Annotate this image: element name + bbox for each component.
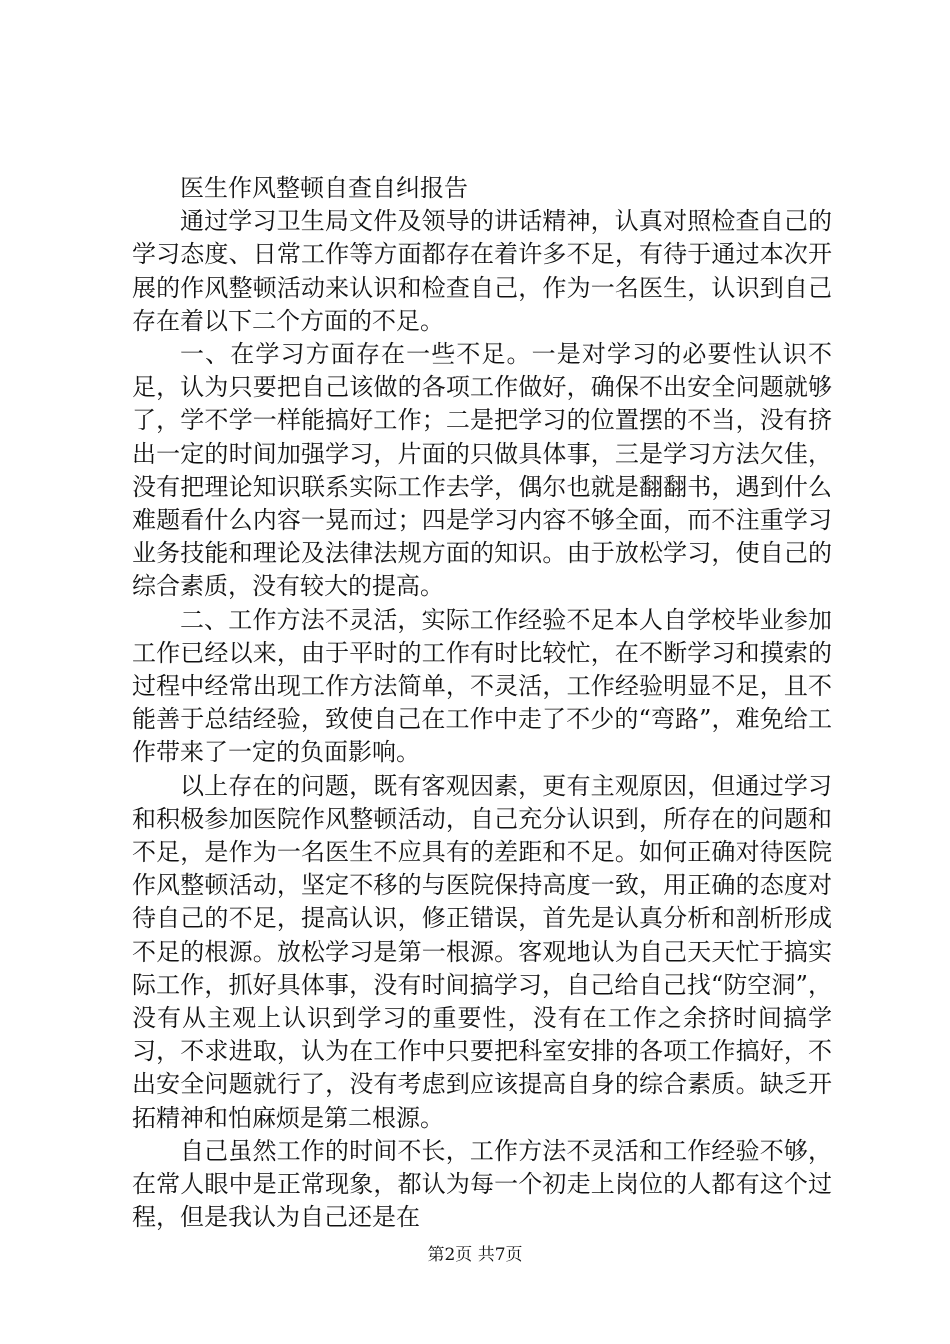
- paragraph-study-shortcomings: 一、在学习方面存在一些不足。一是对学习的必要性认识不足，认为只要把自己该做的各项工作做好，确保不出安全问题就够了，学不学一样能搞好工作；二是把学习的位置摆的不当，没有挤出一定的时间加强学习，片面的只做具体事，三是学习方法欠佳，没有把理论知识联系实际工作去学，偶尔也就是翻翻书，遇到什么难题看什么内容一晃而过；四是学习内容不够全面，而不注重学习业务技能和理论及法律法规方面的知识。由于放松学习，使自己的综合素质，没有较大的提高。: [132, 340, 832, 601]
- paragraph-root-causes: 以上存在的问题，既有客观因素，更有主观原因，但通过学习和积极参加医院作风整顿活动，自己充分认识到，所存在的问题和不足，是作为一名医生不应具有的差距和不足。如何正确对待医院作风整顿活动，坚定不移的与医院保持高度一致，用正确的态度对待自己的不足，提高认识，修正错误，首先是认真分析和剖析形成不足的根源。放松学习是第一根源。客观地认为自己天天忙于搞实际工作，抓好具体事，没有时间搞学习，自己给自己找“防空洞”，没有从主观上认识到学习的重要性，没有在工作之余挤时间搞学习，不求进取，认为在工作中只要把科室安排的各项工作搞好，不出安全问题就行了，没有考虑到应该提高自身的综合素质。缺乏开拓精神和怕麻烦是第二根源。: [132, 771, 832, 1132]
- page-footer: [0, 1243, 950, 1267]
- document-body: [132, 172, 832, 1235]
- document-title: 医生作风整顿自查自纠报告: [180, 174, 468, 202]
- page-number-label: 第2页 共7页: [427, 1245, 523, 1265]
- paragraph-work-method: 二、工作方法不灵活，实际工作经验不足本人自学校毕业参加工作已经以来，由于平时的工作有时比较忙，在不断学习和摸索的过程中经常出现工作方法简单，不灵活，工作经验明显不足，且不能善于总结经验，致使自己在工作中走了不少的“弯路”，难免给工作带来了一定的负面影响。: [132, 605, 832, 767]
- paragraph-continuation: 自己虽然工作的时间不长，工作方法不灵活和工作经验不够，在常人眼中是正常现象，都认为每一个初走上岗位的人都有这个过程，但是我认为自己还是在: [132, 1136, 832, 1232]
- paragraph-intro: 通过学习卫生局文件及领导的讲话精神，认真对照检查自己的学习态度、日常工作等方面都存在着许多不足，有待于通过本次开展的作风整顿活动来认识和检查自己，作为一名医生，认识到自己存在着以下二个方面的不足。: [132, 207, 832, 335]
